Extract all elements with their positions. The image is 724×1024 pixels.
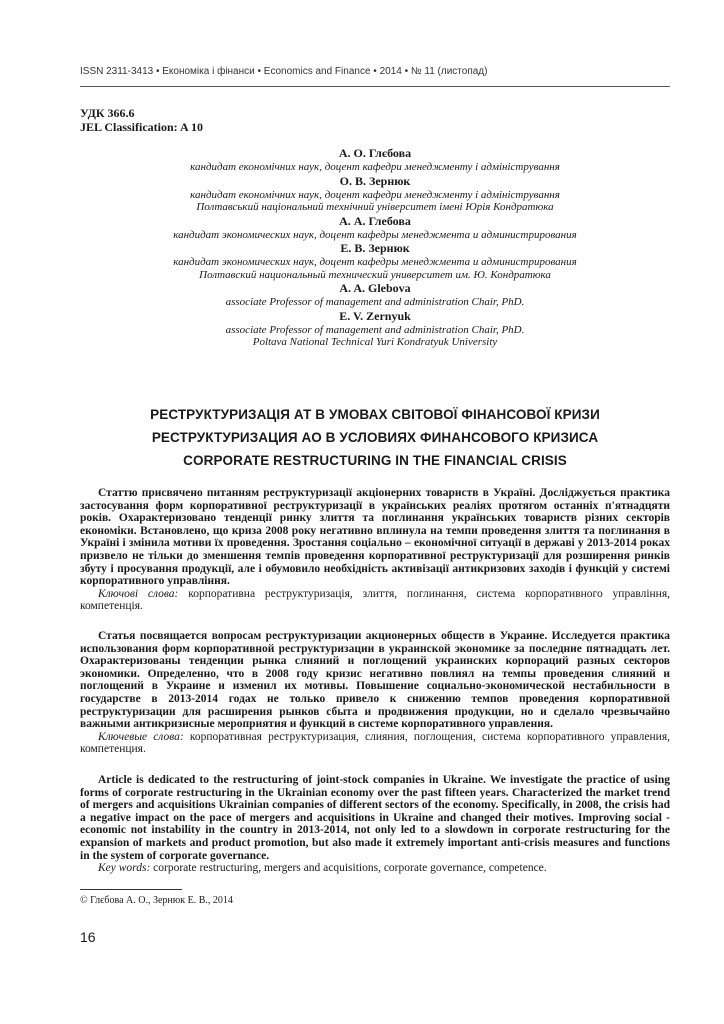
abstract-russian [80,630,670,756]
abstract-ukrainian [80,487,670,613]
copyright-footnote: © Глєбова А. О., Зернюк Е. В., 2014 [80,895,233,906]
author-name: О. В. Зернюк [339,173,411,188]
title-russian: РЕСТРУКТУРИЗАЦИЯ АО В УСЛОВИЯХ ФИНАНСОВОГО КРИЗИСА [151,430,599,445]
author-affiliation: associate Professor of management and administration Chair, PhD. [225,296,525,308]
abstract-english [80,774,670,875]
abstract-text: Article is dedicated to the restructuring of joint-stock companies in Ukraine. We investigate the practice of using forms of corporate restructuring in the Ukrainian economy over the past fifteen years. Characterized the market trend of mergers and acquisitions Ukrainian companies of different sectors of the economy. Specifically, in 2008, the crisis had a negative impact on the pace of mergers and acquisitions in Ukraine and changed their motives. Improving social -economic not instability in the country in 2013-2014, not only led to a slowdown in corporate restructuring for the expansion of markets and product promotion, but also made it extremely important anti-crisis measures and functions in the system of corporate governance. [80,774,670,862]
classification-block [80,106,203,134]
author-entry [80,309,670,349]
author-affiliation: associate Professor of management and administration Chair, PhD. [225,323,525,336]
keywords [80,588,670,613]
author-affiliation: Полтавский национальный технический университет им. Ю. Кондратюка [199,268,551,281]
title-ukrainian: РЕСТРУКТУРИЗАЦІЯ АТ В УМОВАХ СВІТОВОЇ ФІНАНСОВОЇ КРИЗИ [150,407,600,422]
running-header: ISSN 2311-3413 • Економіка і фінанси • Economics and Finance • 2014 • № 11 (листопад) [80,66,488,77]
article-titles [80,403,670,472]
keywords [80,731,670,756]
author-entry [80,281,670,309]
author-name: А. О. Глєбова [338,146,412,160]
author-affiliation: кандидат економічних наук, доцент кафедри менеджменту і адміністрування [190,188,560,201]
keywords [80,862,670,875]
author-name: Е. В. Зернюк [340,241,410,255]
keywords-text: корпоративная реструктуризация, слияния, поглощения, система корпоративного управления, компетенция. [80,730,670,756]
author-affiliation: кандидат экономических наук, доцент кафедры менеджмента и администрирования [173,228,577,241]
keywords-label: Ключевые слова: [98,730,184,743]
header-rule [80,86,670,87]
author-name: A. A. Glebova [339,281,411,295]
author-entry [80,146,670,174]
author-affiliation: кандидат экономических наук, доцент кафедры менеджмента и администрирования [173,256,577,268]
footnote-rule [80,889,182,890]
jel-code: JEL Classification: A 10 [80,120,204,134]
author-affiliation: Poltava National Technical Yuri Kondratyuk University [252,336,498,348]
abstract-text: Статья посвящается вопросам реструктуризации акционерных обществ в Украине. Исследуется практика использования форм корпоративной реструктуризации в украинской экономике за последние пятнадцать лет. Охарактеризованы тенденции рынка слияний и поглощений украинских корпораций разных секторов экономики. Определенно, что в 2008 году кризис негативно повлиял на темпы проведения слияний и поглощений в Украине и изменил их мотивы. Повышение социально-экономической нестабильности в государстве в 2013-2014 годах не только привело к снижению темпов проведения корпоративной реструктуризации для расширения рынков сбыта и продвижения продукции, но и сделало чрезвычайно важными антикризисные мероприятия и функций в системе корпоративного управления. [80,630,670,731]
author-name: E. V. Zernyuk [339,308,411,323]
keywords-label: Key words: [98,862,151,875]
udc-code: УДК 366.6 [80,106,135,120]
author-list [80,146,670,349]
author-affiliation: кандидат економічних наук, доцент кафедри менеджменту і адміністрування [190,161,560,173]
keywords-label: Ключові слова: [98,587,179,600]
abstract-text: Статтю присвячено питанням реструктуризації акціонерних товариств в Україні. Досліджується практика застосування форм корпоративної реструктуризації в українських реаліях протягом останніх п'ятнадцяти років. Охарактеризовано тенденції ринку злиття та поглинання українських товариств різних секторів економіки. Встановлено, що криза 2008 року негативно вплинула на темпи проведення злиття та поглинання в Україні і змінила мотиви їх проведення. Зростання соціально – економічної ситуації в державі у 2013-2014 роках призвело не тільки до зменшення темпів проведення корпоративної реструктуризації для розширення ринків збуту і просування продукції, але і обумовило необхідність активізації антикризових заходів і функцій у системі корпоративного управління. [80,487,670,588]
title-english: CORPORATE RESTRUCTURING IN THE FINANCIAL CRISIS [183,453,567,468]
author-entry [80,241,670,281]
author-entry [80,214,670,242]
page-number: 16 [80,929,96,945]
author-entry [80,174,670,214]
keywords-text: корпоративна реструктуризація, злиття, поглинання, система корпоративного управління, компетенція. [80,587,670,613]
author-name: А. А. Глебова [339,213,411,228]
keywords-text: corporate restructuring, mergers and acquisitions, corporate governance, competence. [153,862,547,875]
author-affiliation: Полтавський національний технічний університет імені Юрія Кондратюка [196,201,554,213]
